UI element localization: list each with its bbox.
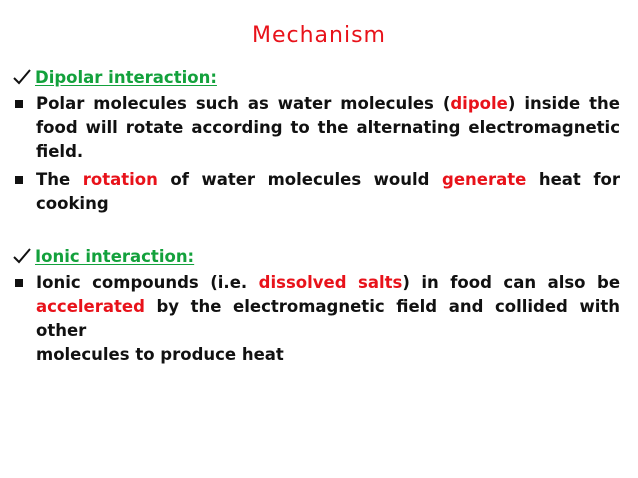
bullet-line	[36, 271, 620, 295]
body-text: molecules to produce heat	[36, 345, 284, 364]
body-text: ) inside the	[507, 94, 620, 113]
body-text: of water molecules would	[157, 170, 443, 189]
body-text: Polar molecules such as water molecules (	[36, 94, 451, 113]
body-text: heat for	[526, 170, 620, 189]
bullet-item	[12, 271, 620, 367]
slide-title: Mechanism	[252, 23, 386, 48]
body-text: The	[36, 170, 83, 189]
bullet-line	[36, 116, 620, 140]
highlight-text: generate	[442, 170, 527, 189]
bullet-line	[36, 92, 620, 116]
section-heading-text: Dipolar interaction:	[35, 68, 217, 87]
highlight-text: rotation	[82, 170, 158, 189]
square-bullet-icon	[15, 100, 23, 108]
bullet-line	[36, 192, 620, 216]
bullet-item	[12, 168, 620, 216]
bullet-line	[36, 140, 620, 164]
section-heading-text: Ionic interaction:	[35, 247, 195, 266]
highlight-text: accelerated	[36, 297, 145, 316]
body-text: by the electromagnetic field and collided with other	[36, 297, 620, 340]
section-heading-ionic	[12, 245, 194, 269]
body-text: ) in food can also be	[402, 273, 621, 292]
body-text: cooking	[36, 194, 109, 213]
section-heading-dipolar	[12, 66, 217, 90]
square-bullet-icon	[15, 176, 23, 184]
body-text: food will rotate according to the alternating electromagnetic	[36, 118, 620, 137]
highlight-text: dissolved salts	[258, 273, 403, 292]
bullet-line	[36, 295, 620, 343]
bullet-line	[36, 168, 620, 192]
bullet-item	[12, 92, 620, 164]
checkmark-icon	[12, 246, 32, 266]
body-text: field.	[36, 142, 84, 161]
body-text: Ionic compounds (i.e.	[36, 273, 259, 292]
bullet-line	[36, 343, 620, 367]
checkmark-icon	[12, 67, 32, 87]
highlight-text: dipole	[450, 94, 508, 113]
square-bullet-icon	[15, 279, 23, 287]
